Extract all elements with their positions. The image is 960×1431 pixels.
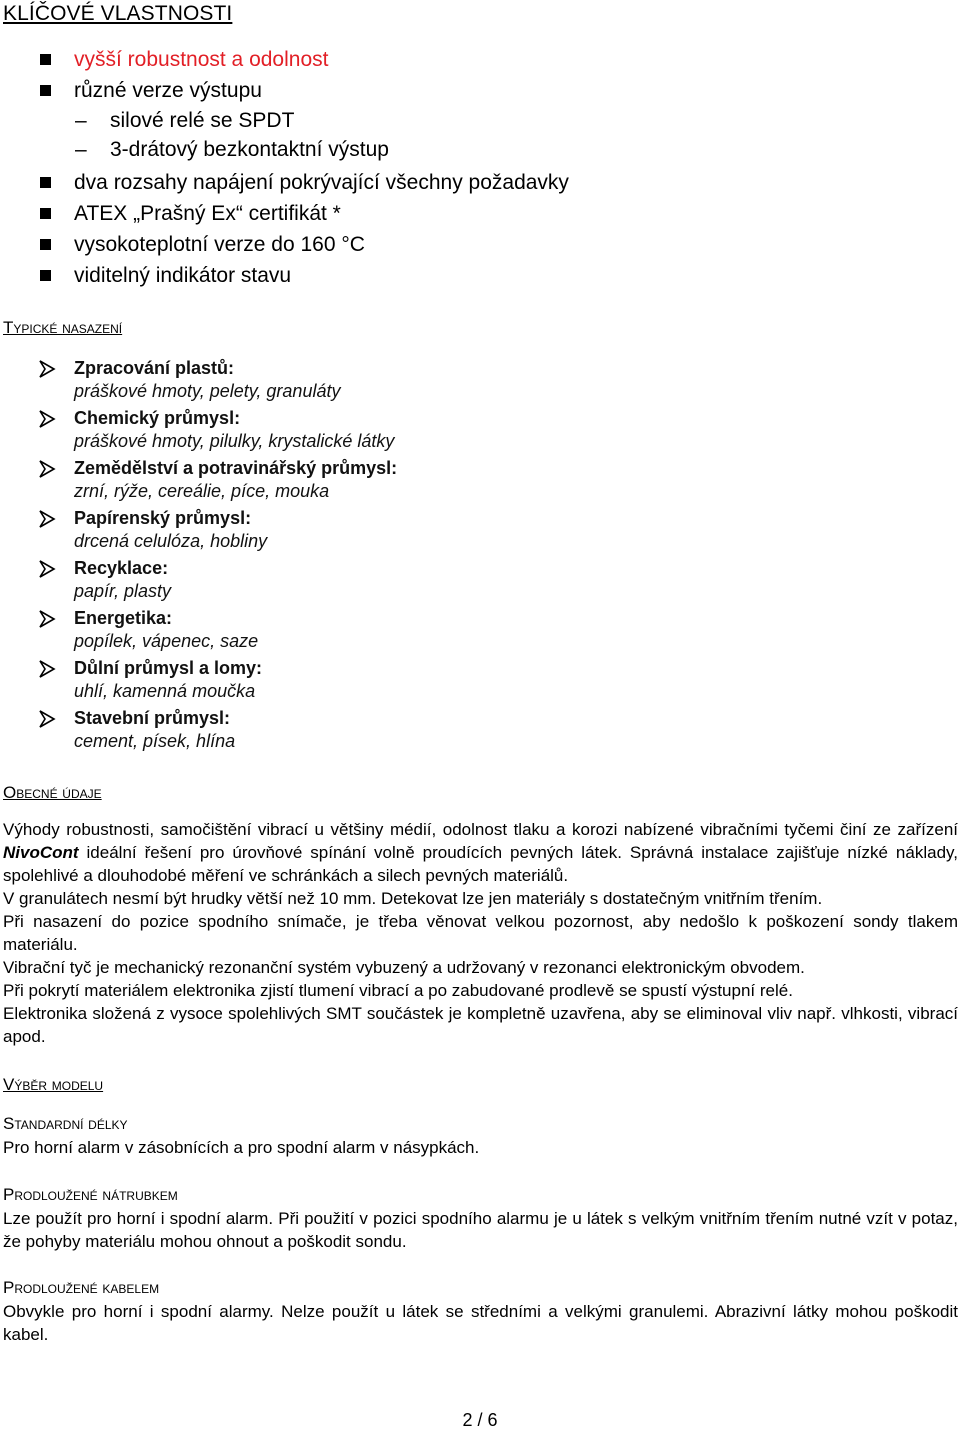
application-title: Papírenský průmysl: bbox=[74, 508, 252, 528]
arrowhead-bullet-icon bbox=[37, 559, 57, 579]
square-bullet-icon bbox=[40, 270, 51, 281]
arrowhead-bullet-icon bbox=[37, 659, 57, 679]
paragraph: Obvykle pro horní i spodní alarmy. Nelze použít u látek se středními a velkými granulemi. Abrazivní látky mohou poškodit kabel. bbox=[3, 1302, 958, 1344]
paragraph-text: Výhody robustnosti, samočištění vibrací u většiny médií, odolnost tlaku a korozi nabízené vibračními tyčemi činí ze zařízení bbox=[3, 820, 958, 839]
arrowhead-bullet-icon bbox=[37, 359, 57, 379]
feature-text: dva rozsahy napájení pokrývající všechny požadavky bbox=[74, 171, 569, 194]
application-desc: drcená celulóza, hobliny bbox=[74, 531, 268, 551]
subheading-standard: Standardní délky bbox=[3, 1114, 128, 1133]
list-item bbox=[0, 556, 960, 606]
application-desc: cement, písek, hlína bbox=[74, 731, 236, 751]
feature-list bbox=[0, 44, 960, 291]
square-bullet-icon bbox=[40, 85, 51, 96]
list-item bbox=[0, 706, 960, 756]
list-item bbox=[0, 75, 960, 106]
arrowhead-bullet-icon bbox=[37, 459, 57, 479]
application-title: Zpracování plastů: bbox=[74, 358, 235, 378]
general-text bbox=[3, 818, 958, 1048]
list-item bbox=[0, 260, 960, 291]
application-desc: popílek, vápenec, saze bbox=[74, 631, 259, 651]
list-item bbox=[0, 606, 960, 656]
paragraph: Vibrační tyč je mechanický rezonanční systém vybuzený a udržovaný v rezonanci elektronickým obvodem. bbox=[3, 958, 805, 977]
feature-text: viditelný indikátor stavu bbox=[74, 264, 292, 287]
application-title: Stavební průmysl: bbox=[74, 708, 231, 728]
paragraph bbox=[3, 818, 958, 887]
feature-text: různé verze výstupu bbox=[74, 79, 262, 102]
arrowhead-bullet-icon bbox=[37, 509, 57, 529]
subheading-extended-tube: Prodloužené nátrubkem bbox=[3, 1185, 178, 1204]
square-bullet-icon bbox=[40, 208, 51, 219]
subheading-extended-cable: Prodloužené kabelem bbox=[3, 1278, 160, 1297]
dash-bullet-icon: – bbox=[75, 138, 87, 161]
application-desc: práškové hmoty, pilulky, krystalické látky bbox=[74, 431, 395, 451]
list-item bbox=[0, 198, 960, 229]
application-desc: papír, plasty bbox=[74, 581, 172, 601]
list-item bbox=[0, 506, 960, 556]
application-title: Zemědělství a potravinářský průmysl: bbox=[74, 458, 398, 478]
application-desc: práškové hmoty, pelety, granuláty bbox=[74, 381, 341, 401]
section-heading-model-selection: Výběr modelu bbox=[3, 1075, 104, 1094]
feature-text: vyšší robustnost a odolnost bbox=[74, 48, 329, 71]
sub-list-item bbox=[0, 135, 960, 164]
brand-name: NivoCont bbox=[3, 843, 79, 862]
list-item bbox=[0, 456, 960, 506]
paragraph: Elektronika složená z vysoce spolehlivých SMT součástek je kompletně uzavřena, aby se eliminoval vliv např. vlhkosti, vibrací apod. bbox=[3, 1004, 958, 1046]
page-number: 2 / 6 bbox=[462, 1410, 498, 1430]
sub-feature-text: silové relé se SPDT bbox=[110, 109, 295, 132]
section-heading-general: Obecné údaje bbox=[3, 783, 102, 802]
paragraph: Pro horní alarm v zásobnících a pro spodní alarm v násypkách. bbox=[3, 1138, 480, 1157]
section-heading-key-features: KLÍČOVÉ VLASTNOSTI bbox=[3, 2, 233, 25]
arrowhead-bullet-icon bbox=[37, 709, 57, 729]
feature-text: ATEX „Prašný Ex“ certifikát * bbox=[74, 202, 341, 225]
application-desc: zrní, rýže, cereálie, píce, mouka bbox=[74, 481, 330, 501]
sub-list-item bbox=[0, 106, 960, 135]
list-item bbox=[0, 356, 960, 406]
feature-text: vysokoteplotní verze do 160 °C bbox=[74, 233, 365, 256]
application-title: Důlní průmysl a lomy: bbox=[74, 658, 263, 678]
application-title: Chemický průmysl: bbox=[74, 408, 241, 428]
square-bullet-icon bbox=[40, 239, 51, 250]
application-title: Recyklace: bbox=[74, 558, 169, 578]
section-heading-applications: Typické nasazení bbox=[3, 318, 123, 337]
paragraph: V granulátech nesmí být hrudky větší než 10 mm. Detekovat lze jen materiály s dostatečným vnitřním třením. bbox=[3, 889, 823, 908]
paragraph: Lze použít pro horní i spodní alarm. Při použití v pozici spodního alarmu je u látek s velkým vnitřním třením nutné vzít v potaz, že pohyby materiálu mohou ohnout a poškodit sondu. bbox=[3, 1209, 958, 1251]
arrowhead-bullet-icon bbox=[37, 409, 57, 429]
paragraph: Při nasazení do pozice spodního snímače, je třeba věnovat velkou pozornost, aby nedošlo k poškození sondy tlakem materiálu. bbox=[3, 912, 958, 954]
paragraph: Při pokrytí materiálem elektronika zjistí tlumení vibrací a po zabudované prodlevě se spustí výstupní relé. bbox=[3, 981, 793, 1000]
square-bullet-icon bbox=[40, 177, 51, 188]
list-item bbox=[0, 406, 960, 456]
square-bullet-icon bbox=[40, 54, 51, 65]
application-desc: uhlí, kamenná moučka bbox=[74, 681, 256, 701]
list-item bbox=[0, 167, 960, 198]
list-item bbox=[0, 229, 960, 260]
arrowhead-bullet-icon bbox=[37, 609, 57, 629]
list-item bbox=[0, 656, 960, 706]
paragraph-text: ideální řešení pro úrovňové spínání volně proudících pevných látek. Správná instalace zajišťuje nízké náklady, spolehlivé a dlouhodobé měření ve schránkách a silech pevných materiálů. bbox=[3, 843, 958, 885]
dash-bullet-icon: – bbox=[75, 109, 87, 132]
sub-feature-text: 3-drátový bezkontaktní výstup bbox=[110, 138, 389, 161]
list-item bbox=[0, 44, 960, 75]
applications-list bbox=[0, 356, 960, 756]
application-title: Energetika: bbox=[74, 608, 173, 628]
